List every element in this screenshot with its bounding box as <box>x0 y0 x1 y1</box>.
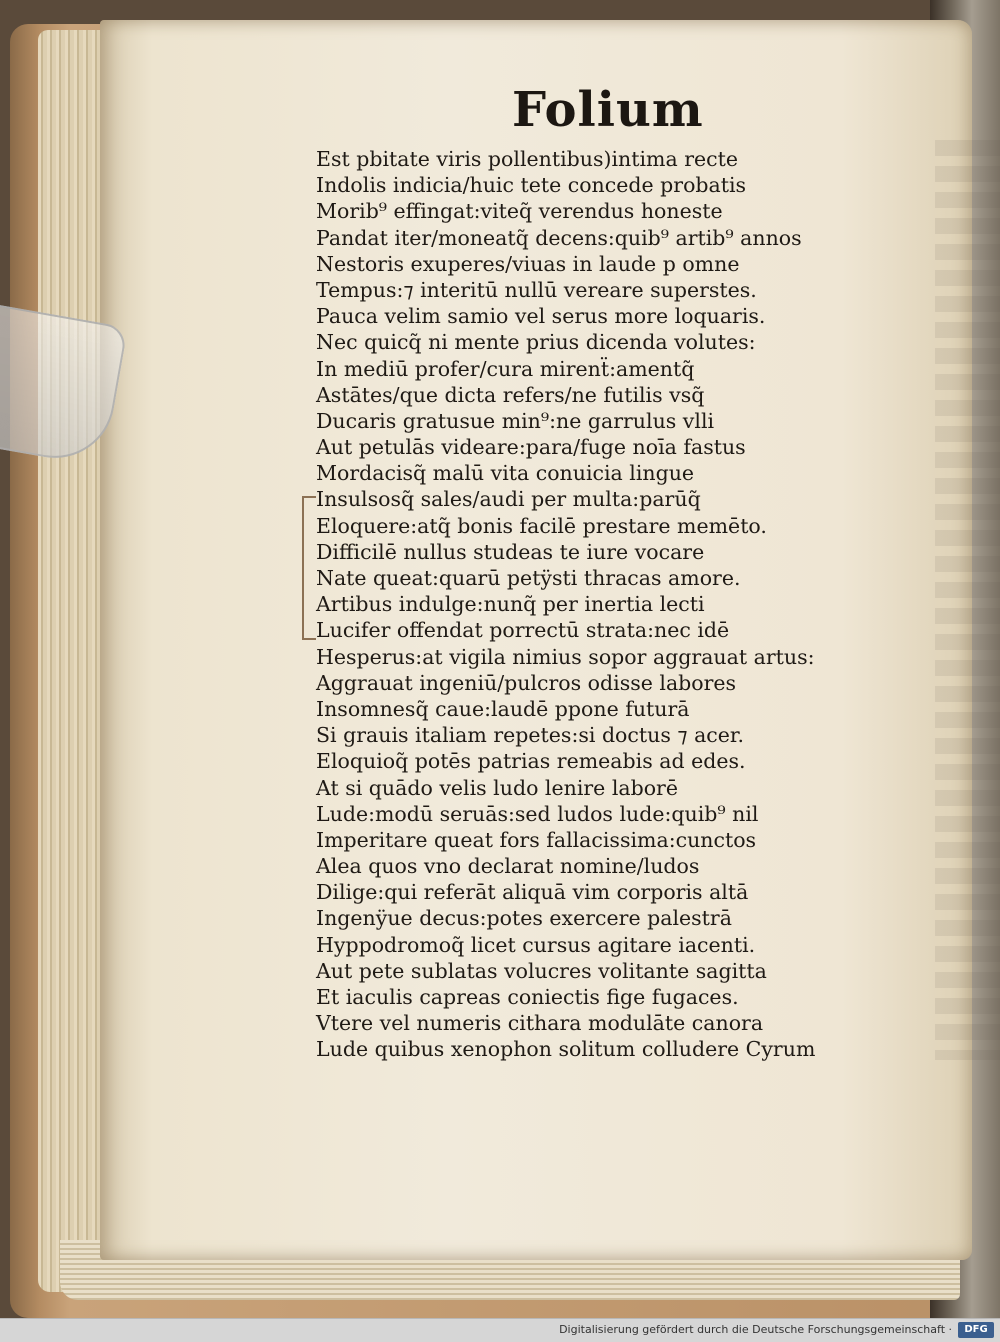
text-line: Ducaris gratusue min⁹:ne garrulus vlli <box>316 408 715 433</box>
text-line: Morib⁹ effingat:viteq̃ verendus honeste <box>316 199 723 224</box>
text-line: Imperitare queat fors fallacissima:cunctos <box>316 827 757 852</box>
text-line: Alea quos vno declarat nomine/ludos <box>316 854 700 879</box>
text-block <box>316 146 836 1063</box>
bleed-through-text <box>935 140 1000 1060</box>
text-line: Vtere vel numeris cithara modulāte canora <box>316 1011 764 1036</box>
text-line: Est pbitate viris pollentibus)intima recte <box>316 147 738 171</box>
text-line: Insomnesq̃ caue:laudē ppone futurā <box>316 696 690 721</box>
text-line: Nestoris exuperes/viuas in laude p omne <box>316 251 740 276</box>
text-line: Astātes/que dicta refers/ne futilis vsq̃ <box>316 382 705 407</box>
text-line: Insulsosq̃ sales/audi per multa:parūq̃ <box>316 487 701 512</box>
text-line: Lucifer offendat porrectū strata:nec idē <box>316 618 730 643</box>
text-line: Si grauis italiam repetes:si doctus ⁊ acer. <box>316 723 744 748</box>
text-line: Nate queat:quarū petÿsti thracas amore. <box>316 566 741 590</box>
text-line: In mediū profer/cura mirenẗ:amentq̃ <box>316 356 695 381</box>
margin-bracket-mark <box>302 496 316 640</box>
text-line: Dilige:qui referāt aliquā vim corporis altā <box>316 880 749 905</box>
text-line: Artibus indulge:nunq̃ per inertia lecti <box>316 592 705 617</box>
text-line: At si quādo velis ludo lenire laborē <box>316 775 678 800</box>
text-line: Hesperus:at vigila nimius sopor aggrauat artus: <box>316 644 815 669</box>
text-line: Pauca velim samio vel serus more loquaris. <box>316 304 766 329</box>
footer-bar <box>0 1318 1000 1342</box>
text-line: Pandat iter/moneatq̃ decens:quib⁹ artib⁹ annos <box>316 225 802 250</box>
text-line: Aut petulās videare:para/fuge noīa fastus <box>316 435 746 460</box>
text-line: Mordacisq̃ malū vita conuicia lingue <box>316 461 695 486</box>
text-line: Aggrauat ingeniū/pulcros odisse labores <box>316 670 737 695</box>
text-line: Lude:modū seruās:sed ludos lude:quib⁹ nil <box>316 801 759 826</box>
text-line: Et iaculis capreas coniectis fige fugaces. <box>316 985 739 1009</box>
text-line: Eloquere:atq̃ bonis facilē prestare memēto. <box>316 513 767 538</box>
footer-credit: Digitalisierung gefördert durch die Deutsche Forschungsgemeinschaft · <box>559 1323 952 1336</box>
text-line: Eloquioq̃ potēs patrias remeabis ad edes. <box>316 749 746 774</box>
text-line: Lude quibus xenophon solitum colludere Cyrum <box>316 1037 816 1062</box>
text-line: Nec quicq̃ ni mente prius dicenda volutes: <box>316 330 756 355</box>
text-line: Indolis indicia/huic tete concede probatis <box>316 173 747 198</box>
folio-heading: Folium <box>512 82 704 138</box>
text-line: Hyppodromoq̃ licet cursus agitare iacenti. <box>316 932 756 957</box>
text-line: Tempus:⁊ interitū nullū vereare superstes. <box>316 277 757 302</box>
dfg-logo: DFG <box>958 1322 994 1338</box>
text-line: Aut pete sublatas volucres volitante sagitta <box>316 958 767 983</box>
text-line: Ingenÿue decus:potes exercere palestrā <box>316 906 732 931</box>
text-line: Difficilē nullus studeas te iure vocare <box>316 539 705 564</box>
